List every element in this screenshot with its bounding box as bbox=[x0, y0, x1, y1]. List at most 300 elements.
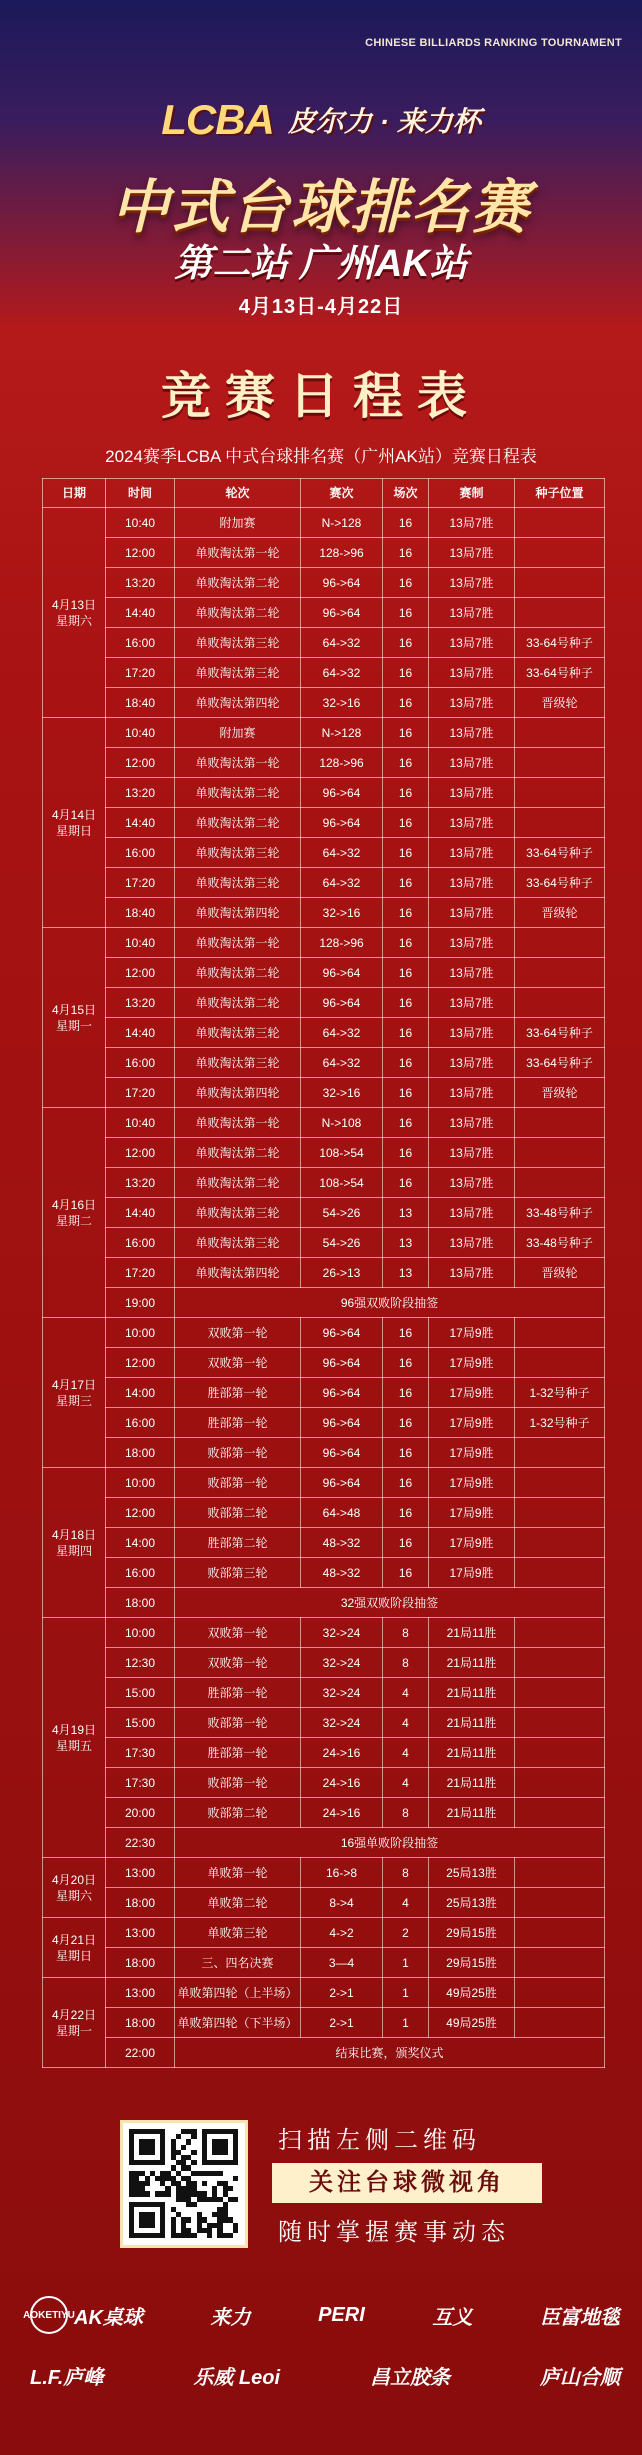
main-title: 中式台球排名赛 bbox=[110, 175, 531, 240]
round-cell: 三、四名决赛 bbox=[175, 1948, 301, 1978]
promo-line-2: 关注台球微视角 bbox=[272, 2163, 542, 2203]
table-row bbox=[43, 1498, 605, 1528]
sponsor-logo: 昌立胶条 bbox=[369, 2366, 450, 2389]
table-row bbox=[43, 1588, 605, 1618]
round-cell: 败部第二轮 bbox=[175, 1498, 301, 1528]
seed-cell: 33-64号种子 bbox=[515, 838, 605, 868]
bracket-cell: 32->16 bbox=[301, 898, 383, 928]
format-cell: 13局7胜 bbox=[429, 1108, 515, 1138]
time-cell: 18:00 bbox=[106, 2008, 175, 2038]
bracket-cell: 108->54 bbox=[301, 1168, 383, 1198]
time-cell: 18:00 bbox=[106, 1588, 175, 1618]
bracket-cell: 24->16 bbox=[301, 1738, 383, 1768]
matches-cell: 16 bbox=[383, 598, 429, 628]
matches-cell: 8 bbox=[383, 1618, 429, 1648]
round-cell: 单败淘汰第二轮 bbox=[175, 1138, 301, 1168]
time-cell: 10:40 bbox=[106, 1108, 175, 1138]
table-row bbox=[43, 1198, 605, 1228]
bracket-cell: 128->96 bbox=[301, 928, 383, 958]
time-cell: 19:00 bbox=[106, 1288, 175, 1318]
time-cell: 20:00 bbox=[106, 1798, 175, 1828]
seed-cell bbox=[515, 718, 605, 748]
sponsor-logo: L.F.庐峰 bbox=[30, 2366, 104, 2389]
weekday-label: 星期五 bbox=[55, 1738, 92, 1753]
header-cell: 赛次 bbox=[301, 479, 383, 508]
time-cell: 10:40 bbox=[106, 508, 175, 538]
seed-cell: 晋级轮 bbox=[515, 898, 605, 928]
table-row bbox=[43, 1918, 605, 1948]
round-cell: 单败淘汰第三轮 bbox=[175, 1048, 301, 1078]
time-cell: 18:00 bbox=[106, 1948, 175, 1978]
matches-cell: 8 bbox=[383, 1858, 429, 1888]
round-cell: 单败第二轮 bbox=[175, 1888, 301, 1918]
sponsor-logos bbox=[23, 2285, 620, 2405]
date-label: 4月19日 bbox=[51, 1722, 97, 1737]
format-cell: 49局25胜 bbox=[429, 1978, 515, 2008]
format-cell: 21局11胜 bbox=[429, 1618, 515, 1648]
bracket-cell: N->128 bbox=[301, 508, 383, 538]
time-cell: 16:00 bbox=[106, 1228, 175, 1258]
matches-cell: 16 bbox=[383, 868, 429, 898]
date-cell bbox=[43, 1918, 106, 1978]
matches-cell: 16 bbox=[383, 718, 429, 748]
seed-cell bbox=[515, 928, 605, 958]
format-cell: 13局7胜 bbox=[429, 508, 515, 538]
seed-cell bbox=[515, 508, 605, 538]
header-cell: 时间 bbox=[106, 479, 175, 508]
round-cell: 单败淘汰第四轮 bbox=[175, 898, 301, 928]
matches-cell: 4 bbox=[383, 1708, 429, 1738]
table-row bbox=[43, 1768, 605, 1798]
format-cell: 13局7胜 bbox=[429, 718, 515, 748]
time-cell: 13:00 bbox=[106, 1858, 175, 1888]
seed-cell: 晋级轮 bbox=[515, 688, 605, 718]
matches-cell: 2 bbox=[383, 1918, 429, 1948]
seed-cell bbox=[515, 1168, 605, 1198]
time-cell: 14:40 bbox=[106, 598, 175, 628]
seed-cell bbox=[515, 1648, 605, 1678]
date-cell bbox=[43, 508, 106, 718]
time-cell: 10:40 bbox=[106, 718, 175, 748]
round-cell: 胜部第一轮 bbox=[175, 1408, 301, 1438]
seed-cell bbox=[515, 1468, 605, 1498]
time-cell: 16:00 bbox=[106, 1048, 175, 1078]
bracket-cell: 96->64 bbox=[301, 1378, 383, 1408]
table-row bbox=[43, 988, 605, 1018]
weekday-label: 星期四 bbox=[55, 1543, 92, 1558]
qr-module bbox=[181, 2145, 186, 2150]
bracket-cell: 48->32 bbox=[301, 1558, 383, 1588]
weekday-label: 星期日 bbox=[55, 823, 92, 838]
qr-module bbox=[233, 2176, 238, 2181]
matches-cell: 16 bbox=[383, 1528, 429, 1558]
table-row bbox=[43, 658, 605, 688]
format-cell: 25局13胜 bbox=[429, 1888, 515, 1918]
round-cell: 单败淘汰第一轮 bbox=[175, 928, 301, 958]
format-cell: 13局7胜 bbox=[429, 1048, 515, 1078]
round-cell: 单败淘汰第三轮 bbox=[175, 1198, 301, 1228]
matches-cell: 13 bbox=[383, 1228, 429, 1258]
table-row bbox=[43, 2008, 605, 2038]
format-cell: 13局7胜 bbox=[429, 1018, 515, 1048]
round-cell: 单败淘汰第一轮 bbox=[175, 1108, 301, 1138]
english-tagline: CHINESE BILLIARDS RANKING TOURNAMENT bbox=[365, 37, 622, 49]
seed-cell bbox=[515, 568, 605, 598]
date-label: 4月21日 bbox=[51, 1932, 97, 1947]
table-row bbox=[43, 568, 605, 598]
format-cell: 17局9胜 bbox=[429, 1348, 515, 1378]
table-row bbox=[43, 1348, 605, 1378]
format-cell: 13局7胜 bbox=[429, 958, 515, 988]
qr-module bbox=[202, 2181, 207, 2186]
matches-cell: 1 bbox=[383, 1948, 429, 1978]
format-cell: 13局7胜 bbox=[429, 1258, 515, 1288]
bracket-cell: 64->32 bbox=[301, 868, 383, 898]
station-title: 第二站 广州AK站 bbox=[174, 243, 468, 285]
format-cell: 21局11胜 bbox=[429, 1738, 515, 1768]
round-cell: 附加赛 bbox=[175, 718, 301, 748]
date-cell bbox=[43, 718, 106, 928]
bracket-cell: 64->32 bbox=[301, 658, 383, 688]
seed-cell: 33-48号种子 bbox=[515, 1198, 605, 1228]
round-cell: 双败第一轮 bbox=[175, 1318, 301, 1348]
event-dates: 4月13日-4月22日 bbox=[238, 296, 404, 318]
bracket-cell: 96->64 bbox=[301, 1348, 383, 1378]
round-cell: 胜部第一轮 bbox=[175, 1378, 301, 1408]
format-cell: 13局7胜 bbox=[429, 1198, 515, 1228]
round-cell: 败部第三轮 bbox=[175, 1558, 301, 1588]
round-cell: 单败淘汰第三轮 bbox=[175, 838, 301, 868]
qr-module bbox=[228, 2233, 233, 2238]
format-cell: 13局7胜 bbox=[429, 748, 515, 778]
bracket-cell: 64->32 bbox=[301, 838, 383, 868]
date-label: 4月18日 bbox=[51, 1527, 97, 1542]
time-cell: 14:40 bbox=[106, 808, 175, 838]
bracket-cell: 64->32 bbox=[301, 628, 383, 658]
round-cell: 败部第二轮 bbox=[175, 1798, 301, 1828]
time-cell: 18:40 bbox=[106, 898, 175, 928]
schedule-table-wrap bbox=[42, 478, 604, 2068]
bracket-cell: 128->96 bbox=[301, 748, 383, 778]
seed-cell bbox=[515, 1678, 605, 1708]
round-cell: 单败淘汰第二轮 bbox=[175, 598, 301, 628]
date-label: 4月17日 bbox=[51, 1377, 97, 1392]
bracket-cell: 32->24 bbox=[301, 1648, 383, 1678]
table-row bbox=[43, 1888, 605, 1918]
qr-code[interactable] bbox=[120, 2120, 248, 2248]
qr-finder bbox=[139, 2139, 155, 2155]
time-cell: 12:00 bbox=[106, 1138, 175, 1168]
time-cell: 16:00 bbox=[106, 1408, 175, 1438]
bracket-cell: 64->32 bbox=[301, 1018, 383, 1048]
sponsor-logo: PERI bbox=[318, 2303, 365, 2326]
date-cell bbox=[43, 928, 106, 1108]
bracket-cell: 32->16 bbox=[301, 688, 383, 718]
bracket-cell: 128->96 bbox=[301, 538, 383, 568]
table-row bbox=[43, 1828, 605, 1858]
format-cell: 13局7胜 bbox=[429, 808, 515, 838]
matches-cell: 16 bbox=[383, 778, 429, 808]
note-cell: 结束比赛，颁奖仪式 bbox=[175, 2038, 605, 2068]
seed-cell bbox=[515, 1768, 605, 1798]
sponsor-logo: 臣富地毯 bbox=[539, 2306, 620, 2329]
bracket-cell: 96->64 bbox=[301, 808, 383, 838]
matches-cell: 4 bbox=[383, 1738, 429, 1768]
time-cell: 22:30 bbox=[106, 1828, 175, 1858]
matches-cell: 16 bbox=[383, 1318, 429, 1348]
format-cell: 13局7胜 bbox=[429, 778, 515, 808]
matches-cell: 16 bbox=[383, 568, 429, 598]
format-cell: 49局25胜 bbox=[429, 2008, 515, 2038]
bracket-cell: 96->64 bbox=[301, 598, 383, 628]
format-cell: 13局7胜 bbox=[429, 658, 515, 688]
seed-cell bbox=[515, 748, 605, 778]
schedule-title: 竞赛日程表 bbox=[161, 368, 481, 424]
qr-section bbox=[120, 2120, 590, 2250]
matches-cell: 16 bbox=[383, 1018, 429, 1048]
table-row bbox=[43, 1318, 605, 1348]
table-row bbox=[43, 508, 605, 538]
seed-cell bbox=[515, 1108, 605, 1138]
round-cell: 败部第一轮 bbox=[175, 1438, 301, 1468]
bracket-cell: 96->64 bbox=[301, 1408, 383, 1438]
seed-cell bbox=[515, 1318, 605, 1348]
bracket-cell: 3—4 bbox=[301, 1948, 383, 1978]
table-row bbox=[43, 1858, 605, 1888]
round-cell: 单败淘汰第三轮 bbox=[175, 628, 301, 658]
table-row bbox=[43, 1048, 605, 1078]
format-cell: 21局11胜 bbox=[429, 1798, 515, 1828]
matches-cell: 4 bbox=[383, 1888, 429, 1918]
time-cell: 18:40 bbox=[106, 688, 175, 718]
format-cell: 29局15胜 bbox=[429, 1948, 515, 1978]
sponsor-logo: 来力 bbox=[210, 2306, 251, 2329]
format-cell: 17局9胜 bbox=[429, 1498, 515, 1528]
seed-cell: 33-48号种子 bbox=[515, 1228, 605, 1258]
seed-cell bbox=[515, 1618, 605, 1648]
time-cell: 13:00 bbox=[106, 1978, 175, 2008]
weekday-label: 星期一 bbox=[55, 1018, 92, 1033]
seed-cell bbox=[515, 1348, 605, 1378]
matches-cell: 16 bbox=[383, 748, 429, 778]
format-cell: 17局9胜 bbox=[429, 1318, 515, 1348]
sponsor-logo: 乐威 Leoi bbox=[193, 2366, 280, 2389]
weekday-label: 星期日 bbox=[55, 1948, 92, 1963]
table-row bbox=[43, 748, 605, 778]
table-row bbox=[43, 808, 605, 838]
round-cell: 单败淘汰第三轮 bbox=[175, 1228, 301, 1258]
time-cell: 18:00 bbox=[106, 1888, 175, 1918]
seed-cell: 33-64号种子 bbox=[515, 1048, 605, 1078]
time-cell: 10:40 bbox=[106, 928, 175, 958]
time-cell: 12:00 bbox=[106, 748, 175, 778]
table-row bbox=[43, 1018, 605, 1048]
qr-module bbox=[191, 2150, 196, 2155]
qr-module bbox=[145, 2181, 150, 2186]
qr-module bbox=[191, 2160, 196, 2165]
table-row bbox=[43, 868, 605, 898]
seed-cell bbox=[515, 598, 605, 628]
table-row bbox=[43, 1138, 605, 1168]
qr-module bbox=[233, 2197, 238, 2202]
seed-cell bbox=[515, 1918, 605, 1948]
matches-cell: 16 bbox=[383, 1078, 429, 1108]
time-cell: 10:00 bbox=[106, 1318, 175, 1348]
header-cell: 赛制 bbox=[429, 479, 515, 508]
bracket-cell: 24->16 bbox=[301, 1798, 383, 1828]
bracket-cell: 8->4 bbox=[301, 1888, 383, 1918]
matches-cell: 16 bbox=[383, 898, 429, 928]
bracket-cell: 64->48 bbox=[301, 1498, 383, 1528]
format-cell: 21局11胜 bbox=[429, 1768, 515, 1798]
date-label: 4月14日 bbox=[51, 807, 97, 822]
time-cell: 17:20 bbox=[106, 1078, 175, 1108]
format-cell: 13局7胜 bbox=[429, 838, 515, 868]
round-cell: 胜部第一轮 bbox=[175, 1738, 301, 1768]
time-cell: 13:20 bbox=[106, 1168, 175, 1198]
header-cell: 日期 bbox=[43, 479, 106, 508]
bracket-cell: N->128 bbox=[301, 718, 383, 748]
bracket-cell: 24->16 bbox=[301, 1768, 383, 1798]
table-row bbox=[43, 1738, 605, 1768]
seed-cell bbox=[515, 1558, 605, 1588]
matches-cell: 16 bbox=[383, 658, 429, 688]
matches-cell: 1 bbox=[383, 1978, 429, 2008]
round-cell: 单败淘汰第二轮 bbox=[175, 778, 301, 808]
header-cell: 场次 bbox=[383, 479, 429, 508]
format-cell: 13局7胜 bbox=[429, 988, 515, 1018]
table-row bbox=[43, 1708, 605, 1738]
time-cell: 10:00 bbox=[106, 1618, 175, 1648]
format-cell: 17局9胜 bbox=[429, 1558, 515, 1588]
bracket-cell: N->108 bbox=[301, 1108, 383, 1138]
time-cell: 17:20 bbox=[106, 658, 175, 688]
table-row bbox=[43, 898, 605, 928]
matches-cell: 16 bbox=[383, 1378, 429, 1408]
date-label: 4月13日 bbox=[51, 597, 97, 612]
seed-cell bbox=[515, 1708, 605, 1738]
seed-cell bbox=[515, 988, 605, 1018]
matches-cell: 16 bbox=[383, 688, 429, 718]
date-cell bbox=[43, 1618, 106, 1858]
bracket-cell: 108->54 bbox=[301, 1138, 383, 1168]
format-cell: 17局9胜 bbox=[429, 1438, 515, 1468]
table-row bbox=[43, 1378, 605, 1408]
table-row bbox=[43, 1558, 605, 1588]
seed-cell bbox=[515, 1498, 605, 1528]
matches-cell: 16 bbox=[383, 1168, 429, 1198]
sponsor-logo: 互义 bbox=[432, 2306, 473, 2329]
seed-cell: 33-64号种子 bbox=[515, 1018, 605, 1048]
header bbox=[0, 0, 642, 360]
time-cell: 13:20 bbox=[106, 778, 175, 808]
table-row bbox=[43, 1678, 605, 1708]
note-cell: 96强双败阶段抽签 bbox=[175, 1288, 605, 1318]
time-cell: 12:00 bbox=[106, 958, 175, 988]
format-cell: 13局7胜 bbox=[429, 1168, 515, 1198]
time-cell: 15:00 bbox=[106, 1678, 175, 1708]
matches-cell: 13 bbox=[383, 1198, 429, 1228]
round-cell: 单败淘汰第一轮 bbox=[175, 538, 301, 568]
seed-cell: 33-64号种子 bbox=[515, 868, 605, 898]
time-cell: 14:40 bbox=[106, 1018, 175, 1048]
table-row bbox=[43, 928, 605, 958]
time-cell: 22:00 bbox=[106, 2038, 175, 2068]
time-cell: 16:00 bbox=[106, 628, 175, 658]
matches-cell: 16 bbox=[383, 808, 429, 838]
time-cell: 12:30 bbox=[106, 1648, 175, 1678]
format-cell: 13局7胜 bbox=[429, 628, 515, 658]
matches-cell: 16 bbox=[383, 928, 429, 958]
seed-cell: 晋级轮 bbox=[515, 1078, 605, 1108]
bracket-cell: 32->16 bbox=[301, 1078, 383, 1108]
bracket-cell: 96->64 bbox=[301, 988, 383, 1018]
weekday-label: 星期三 bbox=[55, 1393, 92, 1408]
date-label: 4月15日 bbox=[51, 1002, 97, 1017]
qr-module bbox=[217, 2171, 222, 2176]
seed-cell: 33-64号种子 bbox=[515, 628, 605, 658]
round-cell: 胜部第一轮 bbox=[175, 1678, 301, 1708]
seed-cell bbox=[515, 1978, 605, 2008]
time-cell: 15:00 bbox=[106, 1708, 175, 1738]
table-row bbox=[43, 1978, 605, 2008]
table-row bbox=[43, 958, 605, 988]
qr-module bbox=[233, 2228, 238, 2233]
time-cell: 14:40 bbox=[106, 1198, 175, 1228]
qr-finder bbox=[139, 2212, 155, 2228]
round-cell: 败部第一轮 bbox=[175, 1768, 301, 1798]
matches-cell: 16 bbox=[383, 1408, 429, 1438]
qr-module bbox=[191, 2233, 196, 2238]
format-cell: 13局7胜 bbox=[429, 868, 515, 898]
table-row bbox=[43, 1108, 605, 1138]
round-cell: 单败淘汰第一轮 bbox=[175, 748, 301, 778]
matches-cell: 4 bbox=[383, 1678, 429, 1708]
format-cell: 17局9胜 bbox=[429, 1528, 515, 1558]
matches-cell: 16 bbox=[383, 1498, 429, 1528]
round-cell: 单败第三轮 bbox=[175, 1918, 301, 1948]
matches-cell: 8 bbox=[383, 1798, 429, 1828]
matches-cell: 13 bbox=[383, 1258, 429, 1288]
date-cell bbox=[43, 1468, 106, 1618]
table-row bbox=[43, 1168, 605, 1198]
round-cell: 单败淘汰第二轮 bbox=[175, 1168, 301, 1198]
time-cell: 14:00 bbox=[106, 1378, 175, 1408]
seed-cell bbox=[515, 808, 605, 838]
round-cell: 双败第一轮 bbox=[175, 1648, 301, 1678]
format-cell: 13局7胜 bbox=[429, 568, 515, 598]
format-cell: 13局7胜 bbox=[429, 898, 515, 928]
qr-module bbox=[186, 2217, 191, 2222]
format-cell: 13局7胜 bbox=[429, 538, 515, 568]
seed-cell bbox=[515, 1798, 605, 1828]
format-cell: 29局15胜 bbox=[429, 1918, 515, 1948]
weekday-label: 星期六 bbox=[55, 1888, 92, 1903]
format-cell: 13局7胜 bbox=[429, 1138, 515, 1168]
time-cell: 18:00 bbox=[106, 1438, 175, 1468]
round-cell: 单败淘汰第四轮 bbox=[175, 688, 301, 718]
format-cell: 13局7胜 bbox=[429, 688, 515, 718]
seed-cell: 33-64号种子 bbox=[515, 658, 605, 688]
time-cell: 12:00 bbox=[106, 1498, 175, 1528]
seed-cell bbox=[515, 1138, 605, 1168]
header-cell: 轮次 bbox=[175, 479, 301, 508]
matches-cell: 16 bbox=[383, 1048, 429, 1078]
weekday-label: 星期二 bbox=[55, 1213, 92, 1228]
bracket-cell: 54->26 bbox=[301, 1228, 383, 1258]
table-row bbox=[43, 1438, 605, 1468]
table-row bbox=[43, 1798, 605, 1828]
